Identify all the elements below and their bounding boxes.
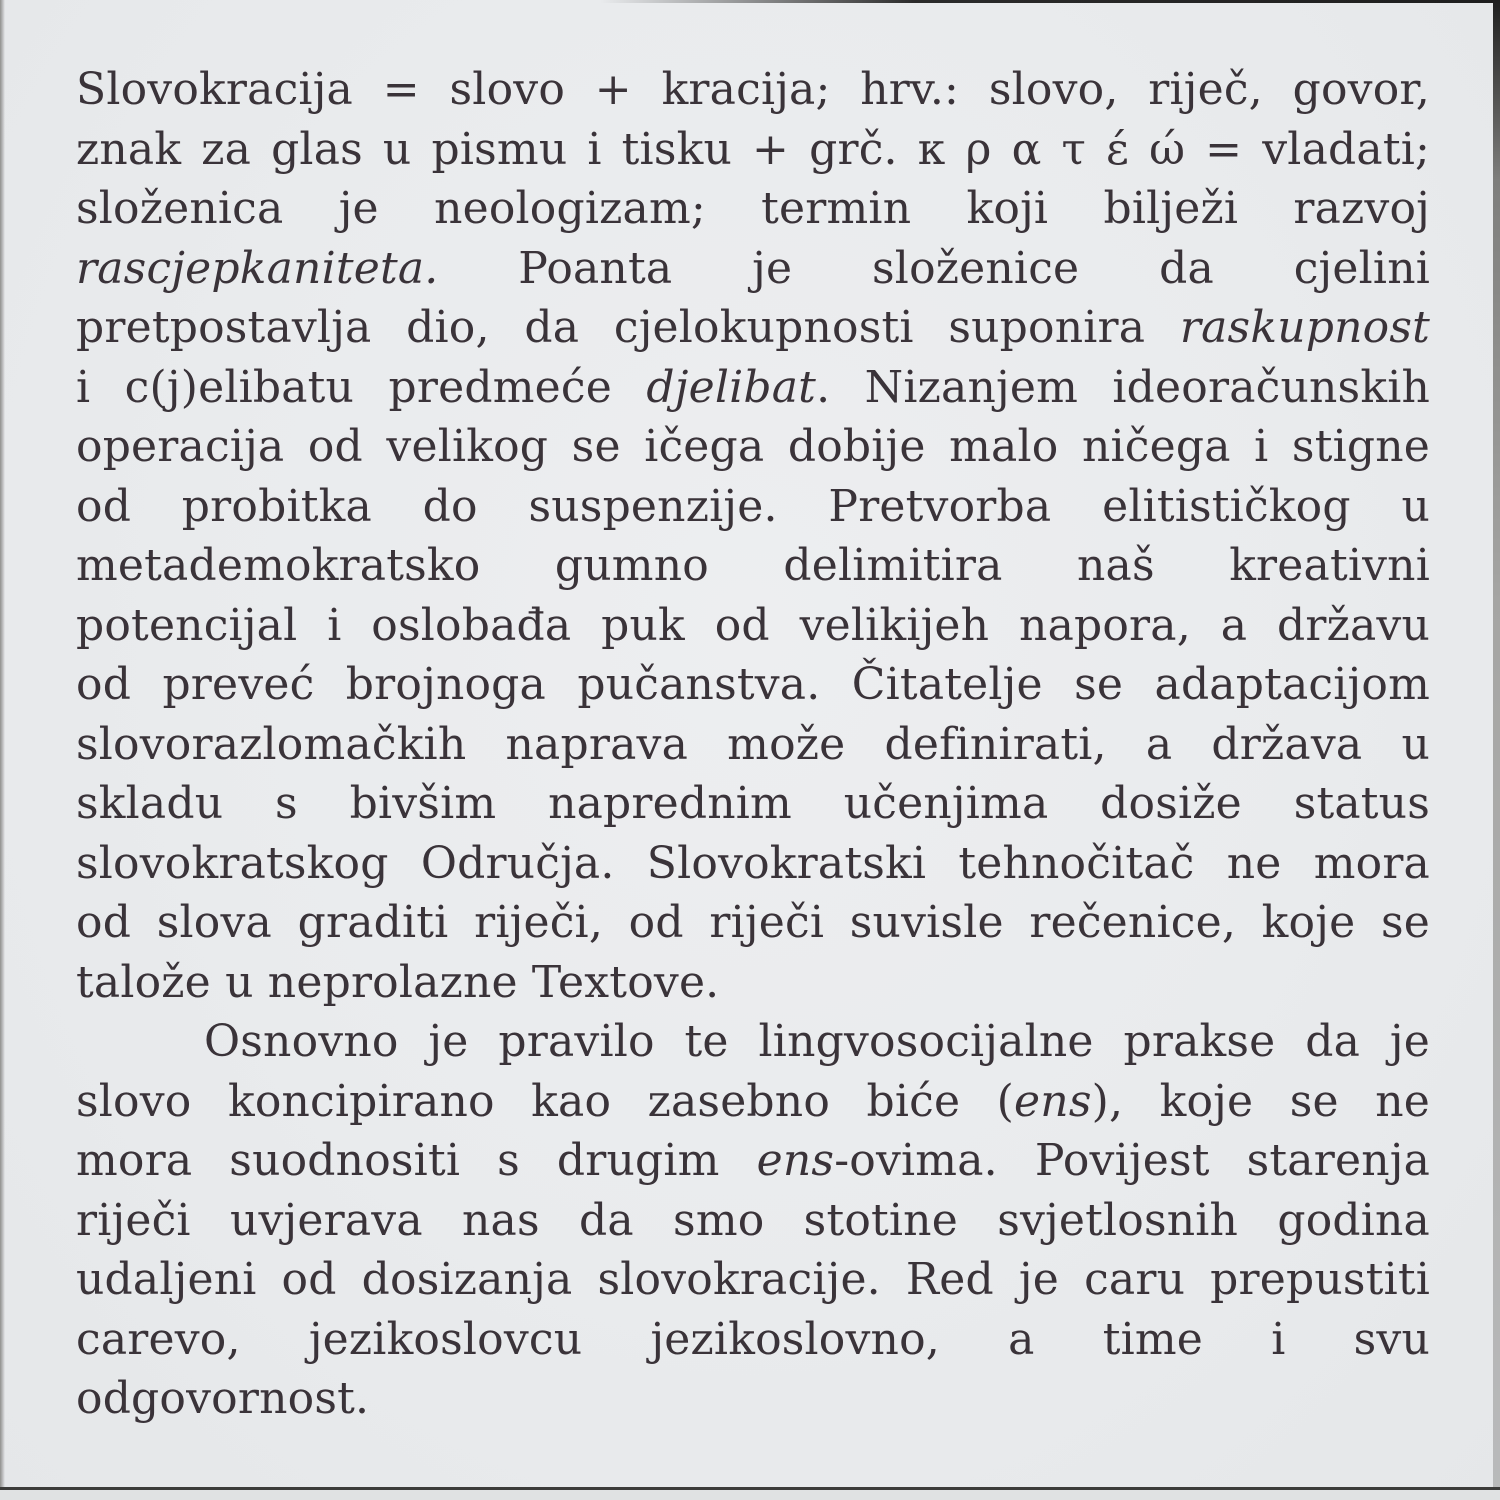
text-line-15 <box>76 893 1430 953</box>
text-segment: ), koje se ne <box>1091 1075 1430 1127</box>
text-line-2 <box>76 120 1430 180</box>
italic-text-segment: ens <box>756 1135 835 1186</box>
text-segment: Osnovno je pravilo te lingvosocijalne prakse da je <box>204 1016 1430 1067</box>
text-line-11 <box>76 655 1430 715</box>
text-segment: i c(j)elibatu predmeće <box>76 361 647 413</box>
text-segment: složenica je neologizam; termin koji bilježi razvoj <box>76 183 1430 234</box>
text-segment: od preveć brojnoga pučanstva. Čitatelje se adaptacijom <box>76 659 1430 710</box>
italic-text-segment: ens <box>1014 1075 1092 1127</box>
text-line-7 <box>76 417 1430 477</box>
text-segment: slovorazlomačkih naprava može definirati, a država u <box>76 718 1430 770</box>
text-segment: metademokratsko gumno delimitira naš kreativni <box>76 540 1430 591</box>
text-line-8 <box>76 477 1430 537</box>
text-segment: znak za glas u pismu i tisku + grč. κ ρ α τ έ ώ = vladati; <box>76 123 1430 175</box>
text-line-21 <box>76 1250 1430 1310</box>
text-segment: odgovornost. <box>76 1373 370 1424</box>
text-line-18 <box>76 1072 1430 1132</box>
text-segment: mora suodnositi s drugim <box>76 1135 757 1186</box>
text-segment: pretpostavlja dio, da cjelokupnosti suponira <box>76 302 1180 353</box>
text-line-4 <box>76 239 1430 299</box>
text-segment: talože u neprolazne Textove. <box>76 956 720 1008</box>
text-line-6 <box>76 358 1430 418</box>
text-line-9 <box>76 536 1430 596</box>
canvas-edge-right <box>1493 0 1500 1500</box>
text-line-17 <box>76 1012 1430 1072</box>
text-line-3 <box>76 179 1430 239</box>
text-block <box>76 60 1430 1429</box>
text-line-12 <box>76 715 1430 775</box>
italic-text-segment: raskupnost <box>1179 302 1430 353</box>
text-segment: carevo, jezikoslovcu jezikoslovno, a time i svu <box>76 1313 1430 1365</box>
text-segment: potencijal i oslobađa puk od velikijeh napora, a državu <box>76 599 1430 651</box>
text-segment: Poanta je složenice da cjelini <box>438 242 1430 294</box>
text-segment: od slova graditi riječi, od riječi suvisle rečenice, koje se <box>76 897 1430 948</box>
text-line-14 <box>76 834 1430 894</box>
canvas-edge-top <box>600 0 1500 3</box>
text-line-5 <box>76 298 1430 358</box>
canvas-edge-bottom-margin <box>0 1490 1500 1500</box>
text-line-13 <box>76 774 1430 834</box>
text-line-19 <box>76 1131 1430 1191</box>
text-line-1 <box>76 60 1430 120</box>
text-segment: riječi uvjerava nas da smo stotine svjetlosnih godina <box>76 1194 1430 1246</box>
text-segment: od probitka do suspenzije. Pretvorba elitističkog u <box>76 480 1430 532</box>
italic-text-segment: rascjepkaniteta. <box>76 242 439 294</box>
text-segment: slovokratskog Odručja. Slovokratski tehnočitač ne mora <box>76 837 1430 889</box>
text-segment: slovo koncipirano kao zasebno biće ( <box>76 1075 1015 1127</box>
text-segment: operacija od velikog se ičega dobije malo ničega i stigne <box>76 421 1430 472</box>
text-segment: -ovima. Povijest starenja <box>834 1135 1430 1186</box>
text-segment: . Nizanjem ideoračunskih <box>816 361 1430 413</box>
italic-text-segment: djelibat <box>646 361 817 413</box>
text-segment: skladu s bivšim naprednim učenjima dosiže status <box>76 778 1430 829</box>
text-line-22 <box>76 1310 1430 1370</box>
text-segment: udaljeni od dosizanja slovokracije. Red je caru prepustiti <box>76 1254 1430 1305</box>
text-line-20 <box>76 1191 1430 1251</box>
canvas-edge-left <box>0 0 5 1500</box>
text-line-10 <box>76 596 1430 656</box>
text-line-23 <box>76 1369 1430 1429</box>
text-segment: Slovokracija = slovo + kracija; hrv.: slovo, riječ, govor, <box>76 64 1430 115</box>
text-line-16 <box>76 953 1430 1013</box>
